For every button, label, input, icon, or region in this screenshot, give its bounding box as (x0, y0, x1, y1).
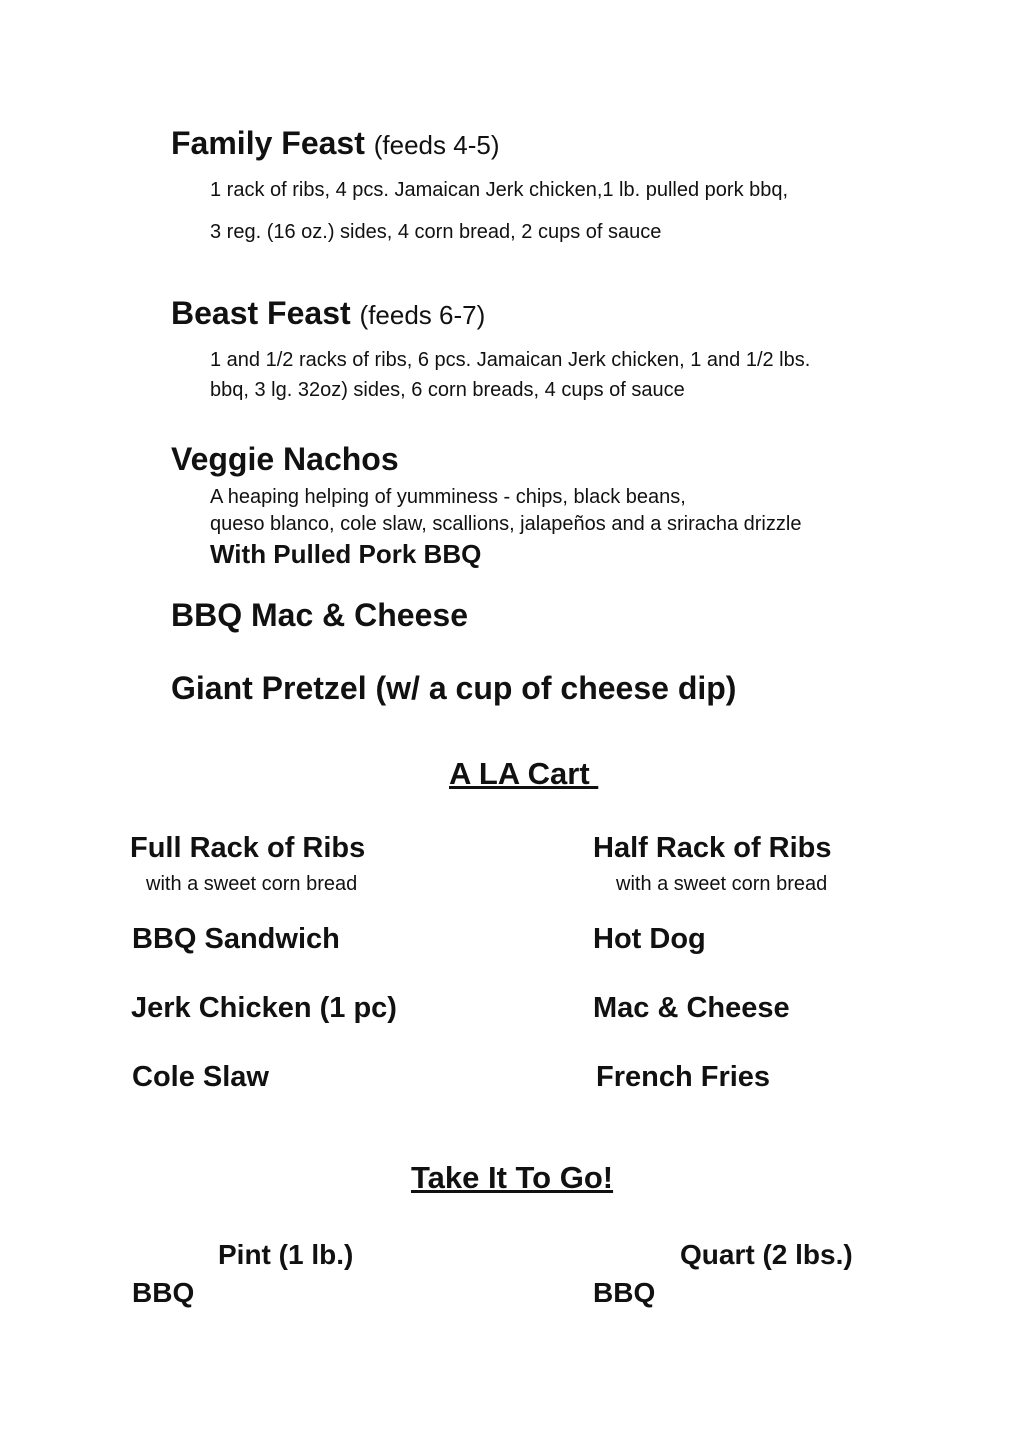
to-go-item: BBQ (132, 1277, 195, 1308)
special-name: Veggie Nachos (171, 441, 399, 477)
menu-item-sub: with a sweet corn bread (616, 873, 828, 895)
menu-item-sub: with a sweet corn bread (146, 873, 358, 895)
special-desc: A heaping helping of yumminess - chips, black beans, (210, 486, 686, 508)
special-title (171, 295, 485, 332)
menu-item: Hot Dog (593, 923, 706, 955)
special-note: (feeds 6-7) (359, 300, 486, 330)
to-go-size: Quart (2 lbs.) (680, 1239, 853, 1270)
special-addon: With Pulled Pork BBQ (210, 539, 482, 569)
menu-item: Half Rack of Ribs (593, 832, 832, 864)
special-name: Family Feast (171, 125, 365, 161)
special-desc: queso blanco, cole slaw, scallions, jalapeños and a sriracha drizzle (210, 513, 802, 535)
a-la-cart-heading: A LA Cart (449, 756, 599, 791)
menu-item: Jerk Chicken (1 pc) (131, 992, 397, 1024)
menu-item: BBQ Sandwich (132, 923, 340, 955)
special-name: Beast Feast (171, 295, 351, 331)
special-name: Giant Pretzel (w/ a cup of cheese dip) (171, 670, 737, 706)
special-note: (feeds 4-5) (373, 130, 500, 160)
to-go-heading: Take It To Go! (411, 1160, 614, 1195)
special-desc: 1 and 1/2 racks of ribs, 6 pcs. Jamaican Jerk chicken, 1 and 1/2 lbs. (210, 349, 811, 371)
special-desc: 3 reg. (16 oz.) sides, 4 corn bread, 2 cups of sauce (210, 221, 662, 243)
special-title (171, 125, 499, 162)
menu-item: French Fries (596, 1061, 771, 1093)
menu-item: Full Rack of Ribs (130, 832, 366, 864)
menu-item: Cole Slaw (132, 1061, 269, 1093)
special-desc: bbq, 3 lg. 32oz) sides, 6 corn breads, 4 cups of sauce (210, 379, 685, 401)
special-desc: 1 rack of ribs, 4 pcs. Jamaican Jerk chicken,1 lb. pulled pork bbq, (210, 179, 789, 201)
to-go-size: Pint (1 lb.) (218, 1239, 354, 1270)
menu-item: Mac & Cheese (593, 992, 790, 1024)
to-go-item: BBQ (593, 1277, 656, 1308)
special-name: BBQ Mac & Cheese (171, 597, 468, 633)
